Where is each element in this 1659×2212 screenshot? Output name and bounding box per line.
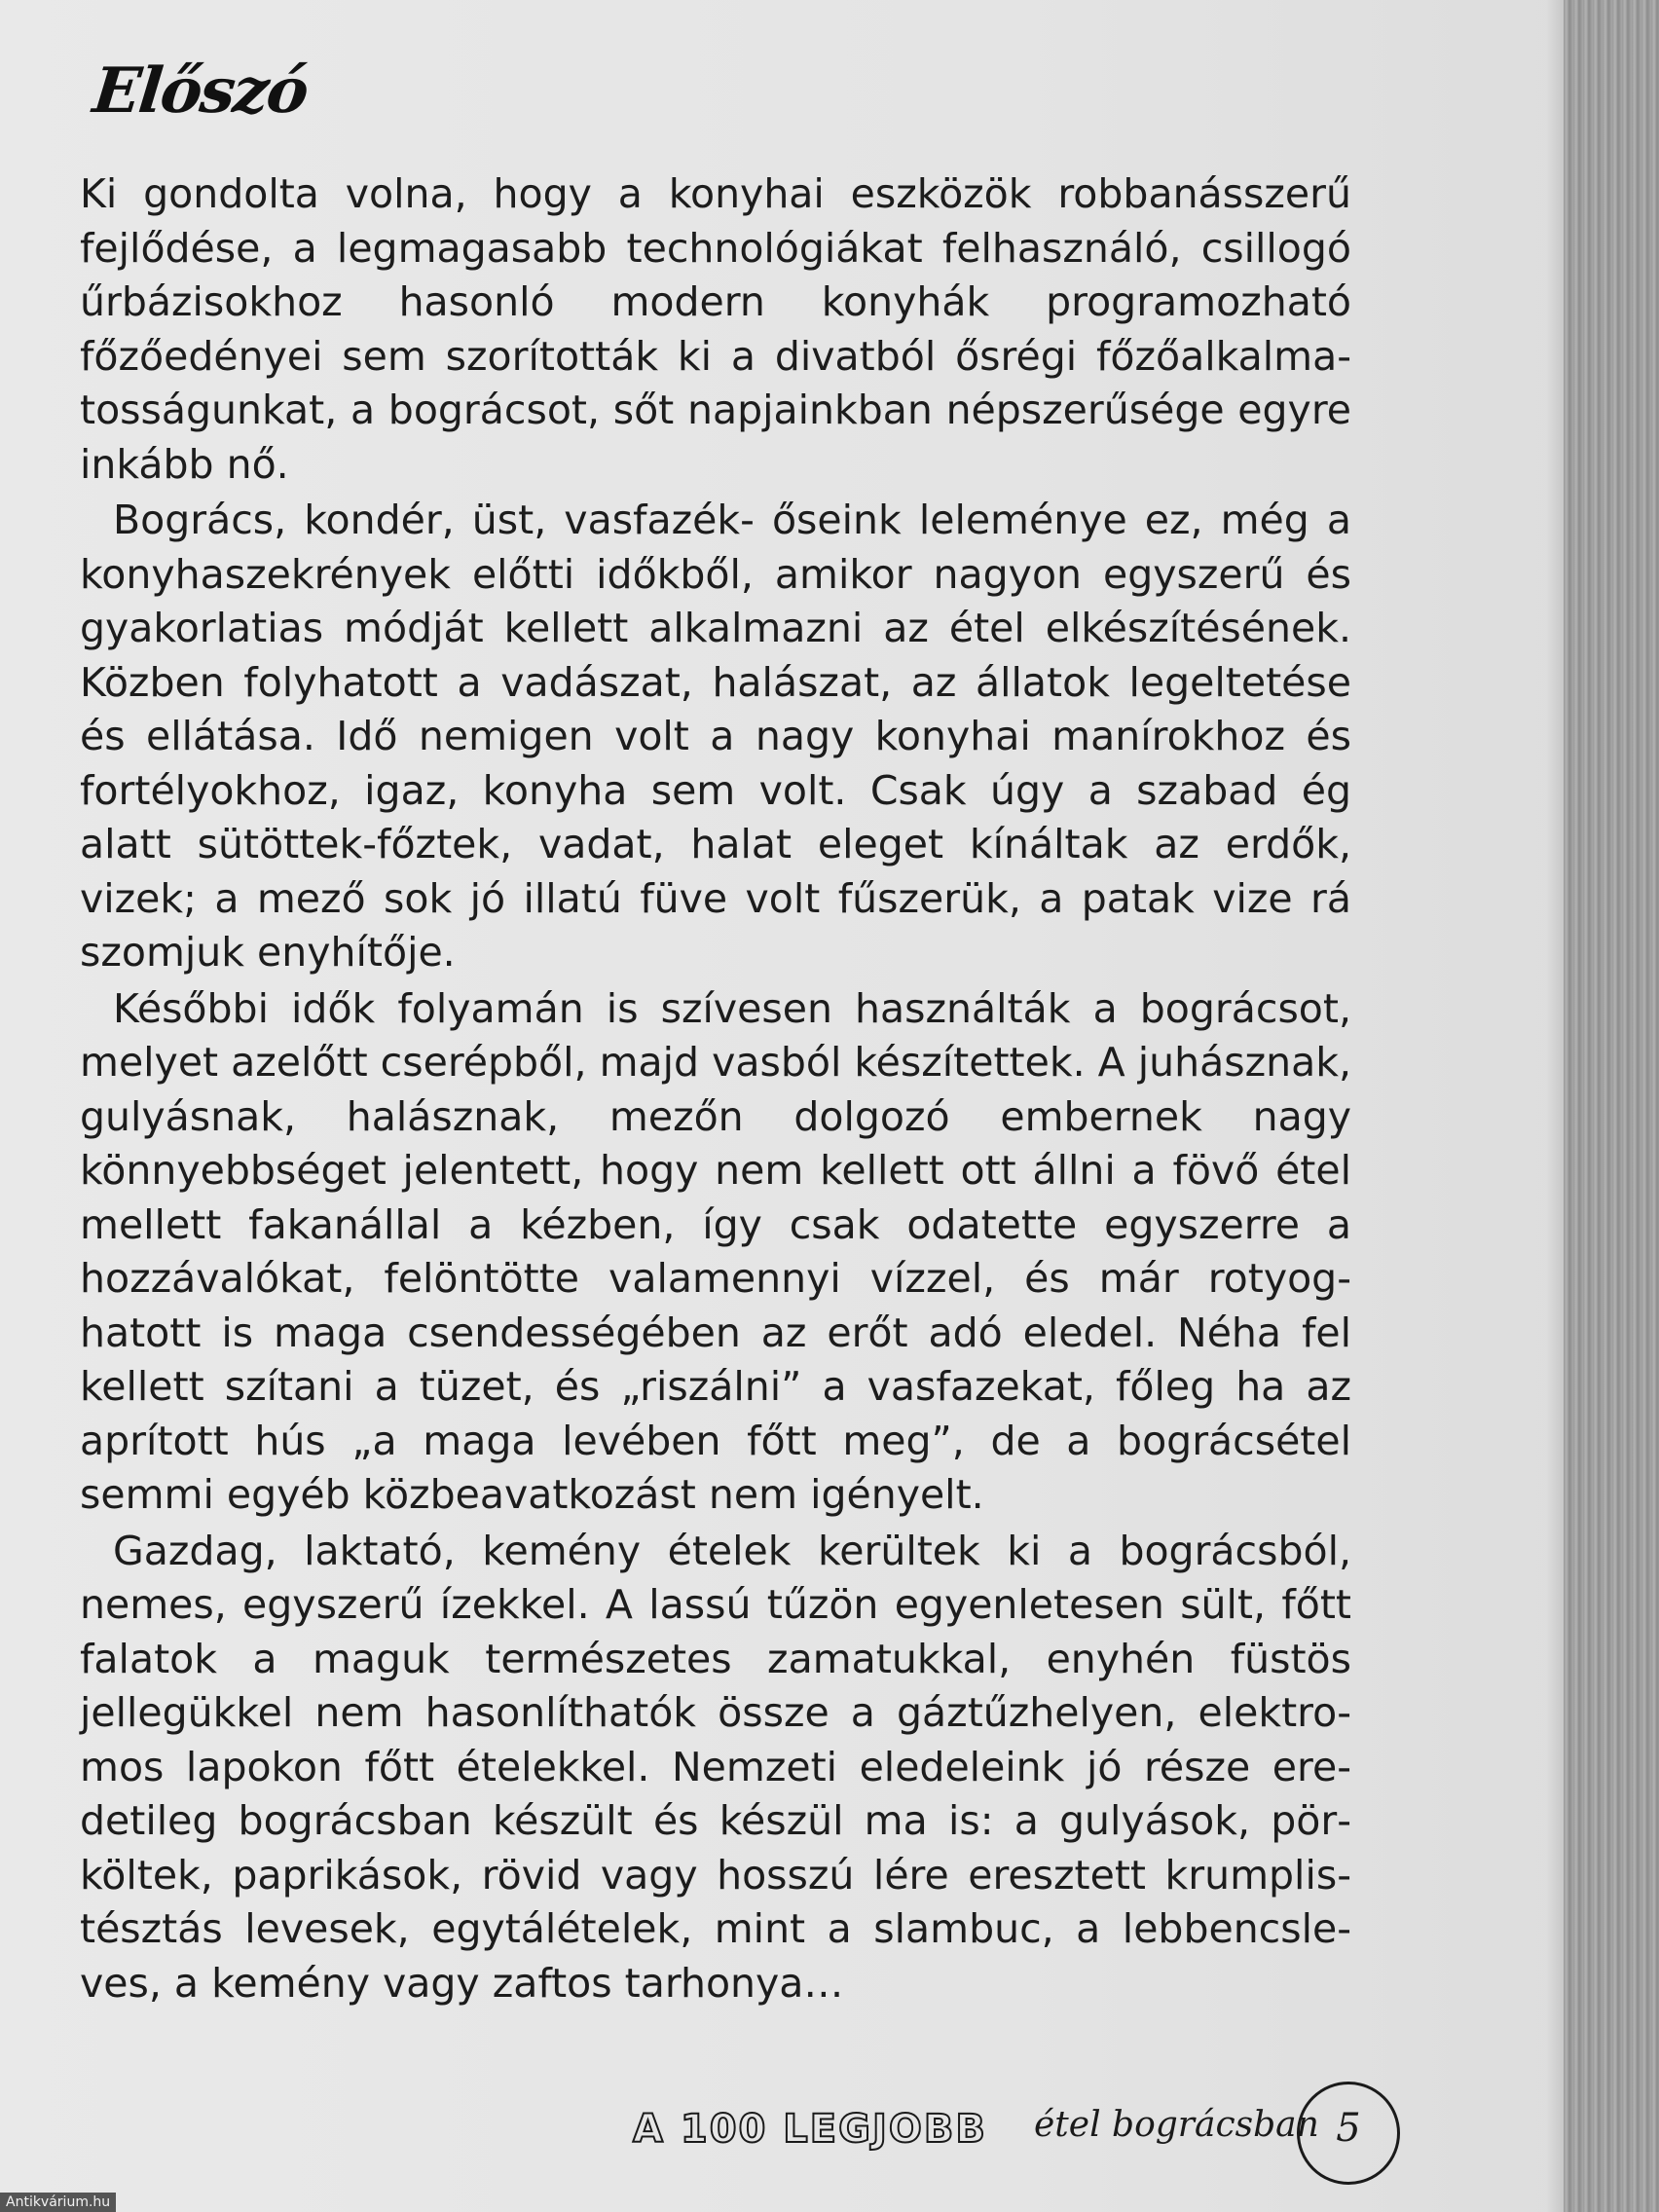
watermark: Antikvárium.hu xyxy=(0,2193,116,2212)
stacked-page-edges xyxy=(1564,0,1659,2212)
paragraph-3: Későbbi idők folyamán is szívesen használták a bográcsot, melyet azelőtt cserépből, majd vasból készítettek. A juhásznak, gulyásnak, halásznak, mezőn dolgozó embernek nagy könnyebbséget jelentett, hogy nem kellett ott állni a fövő étel mellett fakanállal a kézben, így csak odatette egyszerre a hozzávalókat, felöntötte valamennyi vízzel, és már rotyoghatott is maga csendességében az erőt adó eledel. Néha fel kellett szítani a tüzet, és „riszálni” a vasfazekat, főleg ha az aprított hús „a maga levében főtt meg”, de a bográcsétel semmi egyéb közbeavatkozást nem igényelt. xyxy=(80,984,1351,1518)
paragraph-2: Bogrács, kondér, üst, vasfazék- őseink leleménye ez, még a konyhaszekrények előtti időkből, amikor nagyon egyszerű és gyakorlatias módját kellett alkalmazni az étel elkészítésének. Közben folyhatott a vadászat, halászat, az állatok legeltetése és ellátása. Idő nemigen volt a nagy konyhai manírokhoz és fortélyokhoz, igaz, konyha sem volt. Csak úgy a szabad ég alatt sütöttek-főztek, vadat, halat eleget kínáltak az erdők, vizek; a mező sok jó illatú füve volt fűszerük, a patak vize rá szomjuk enyhítője. xyxy=(80,497,1351,976)
book-subtitle: étel bográcsban xyxy=(1034,2105,1319,2145)
paragraph-4: Gazdag, laktató, kemény ételek kerültek ki a bográcsból, nemes, egyszerű ízekkel. A lassú tűzön egyenletesen sült, főtt falatok a maguk természetes zamatukkal, enyhén füstös jellegükkel nem hasonlíthatók össze a gáztűzhelyen, elektromos lapokon főtt ételekkel. Nemzeti eledeleink jó része eredetileg bográcsban készült és készül ma is: a gulyások, pörköltek, paprikások, rövid vagy hosszú lére eresztett krumplistésztás levesek, egytálételek, mint a slambuc, a lebbencsleves, a kemény vagy zaftos tarhonya… xyxy=(80,1527,1351,2007)
page-footer xyxy=(633,2082,1412,2189)
paragraph-1: Ki gondolta volna, hogy a konyhai eszközök robbanásszerű fejlődése, a legmagasabb technológiákat felhasználó, csillogó űrbázisokhoz hasonló modern konyhák programozható főzőedényei sem szorították ki a divatból ősrégi főzőalkalmatosságunkat, a bográcsot, sőt napjainkban népszerűsége egyre inkább nő. xyxy=(80,170,1351,488)
body-text xyxy=(80,167,1351,2012)
page-number: 5 xyxy=(1336,2106,1361,2151)
book-brand: A 100 LEGJOBB xyxy=(633,2107,987,2152)
page-number-circle xyxy=(1297,2082,1400,2185)
page-title: Előszó xyxy=(90,55,311,128)
